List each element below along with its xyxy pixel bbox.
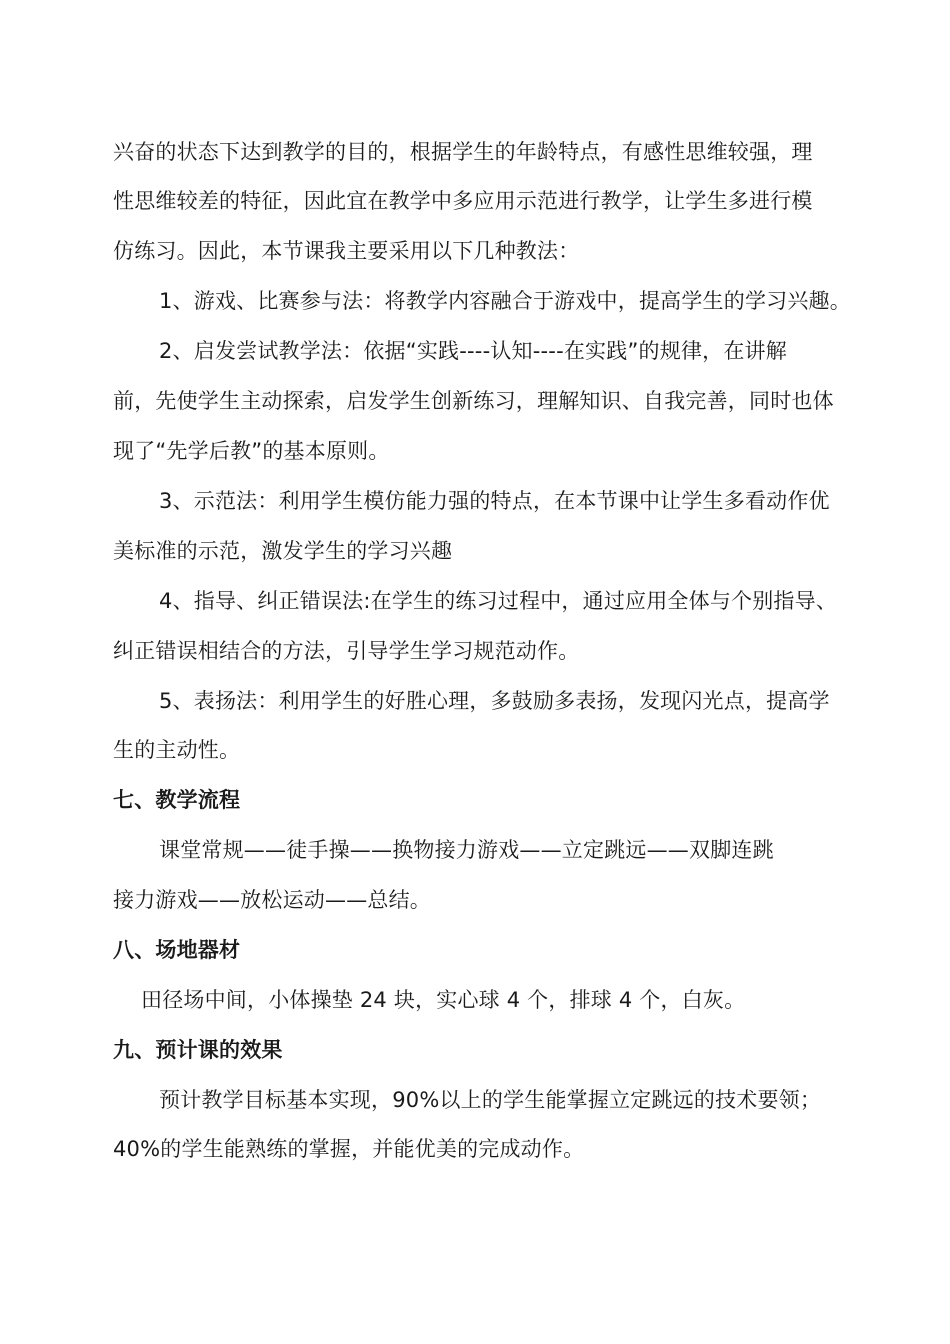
section-heading-7: 七、教学流程: [113, 788, 241, 812]
paragraph-line: 田径场中间，小体操垫 24 块，实心球 4 个，排球 4 个，白灰。: [141, 988, 746, 1012]
list-item-3: 3、示范法：利用学生模仿能力强的特点，在本节课中让学生多看动作优: [159, 489, 830, 513]
list-item-2: 2、启发尝试教学法：依据“实践----认知----在实践”的规律，在讲解: [159, 339, 787, 363]
list-item-4: 4、指导、纠正错误法:在学生的练习过程中，通过应用全体与个别指导、: [159, 589, 838, 613]
paragraph-line: 美标准的示范，激发学生的学习兴趣: [113, 539, 453, 563]
paragraph-line: 生的主动性。: [113, 738, 241, 762]
paragraph-line: 现了“先学后教”的基本原则。: [113, 439, 390, 463]
paragraph-line: 性思维较差的特征，因此宜在教学中多应用示范进行教学，让学生多进行模: [113, 189, 813, 213]
paragraph-line: 预计教学目标基本实现，90%以上的学生能掌握立定跳远的技术要领；: [159, 1088, 822, 1112]
paragraph-line: 课堂常规——徒手操——换物接力游戏——立定跳远——双脚连跳: [159, 838, 774, 862]
list-item-1: 1、游戏、比赛参与法：将教学内容融合于游戏中，提高学生的学习兴趣。: [159, 289, 851, 313]
paragraph-line: 40%的学生能熟练的掌握，并能优美的完成动作。: [113, 1137, 585, 1161]
paragraph-line: 接力游戏——放松运动——总结。: [113, 888, 431, 912]
section-heading-8: 八、场地器材: [113, 938, 241, 962]
paragraph-line: 兴奋的状态下达到教学的目的，根据学生的年龄特点，有感性思维较强，理: [113, 140, 813, 164]
paragraph-line: 纠正错误相结合的方法，引导学生学习规范动作。: [113, 639, 580, 663]
list-item-5: 5、表扬法：利用学生的好胜心理，多鼓励多表扬，发现闪光点，提高学: [159, 689, 830, 713]
paragraph-line: 前，先使学生主动探索，启发学生创新练习，理解知识、自我完善，同时也体: [113, 389, 834, 413]
paragraph-line: 仿练习。因此，本节课我主要采用以下几种教法：: [113, 239, 580, 263]
section-heading-9: 九、预计课的效果: [113, 1038, 283, 1062]
